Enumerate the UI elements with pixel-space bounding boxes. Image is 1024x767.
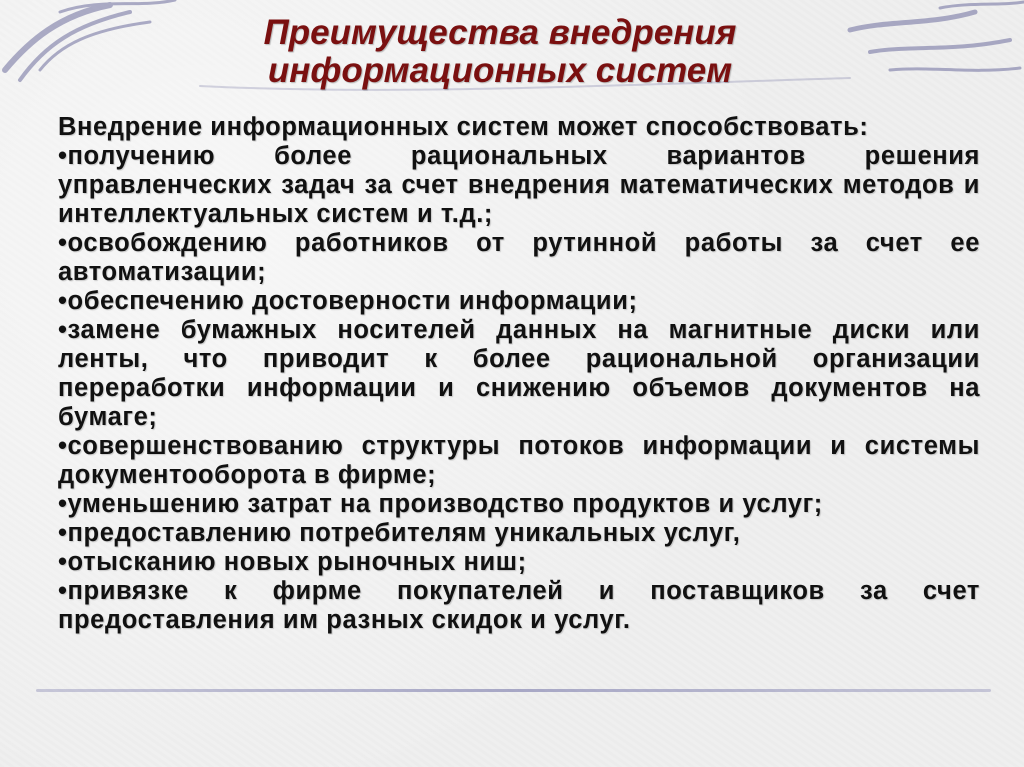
bullet-item: •уменьшению затрат на производство продуктов и услуг; <box>58 490 823 518</box>
bullet-item: •привязке к фирме покупателей и поставщиков за счет предоставления им разных скидок и услуг. <box>58 577 980 634</box>
slide-title-line-2: информационных систем <box>267 51 733 90</box>
slide-body <box>58 113 980 635</box>
bullet-item: •предоставлению потребителям уникальных услуг, <box>58 519 741 547</box>
bullet-item: •обеспечению достоверности информации; <box>58 287 638 315</box>
bullet-item: •совершенствованию структуры потоков информации и системы документооборота в фирме; <box>58 432 980 489</box>
bullet-item: •отысканию новых рыночных ниш; <box>58 548 527 576</box>
slide-title <box>130 14 870 90</box>
bullet-item: •получению более рациональных вариантов решения управленческих задач за счет внедрения математических методов и интеллектуальных систем и т.д.; <box>58 142 980 228</box>
bullet-item: •освобождению работников от рутинной работы за счет ее автоматизации; <box>58 229 980 286</box>
slide-title-line-1: Преимущества внедрения <box>263 13 737 52</box>
intro-text: Внедрение информационных систем может способствовать: <box>58 113 869 141</box>
bullet-item: •замене бумажных носителей данных на магнитные диски или ленты, что приводит к более рациональной организации переработки информации и снижению объемов документов на бумаге; <box>58 316 980 431</box>
bottom-divider <box>36 689 991 692</box>
